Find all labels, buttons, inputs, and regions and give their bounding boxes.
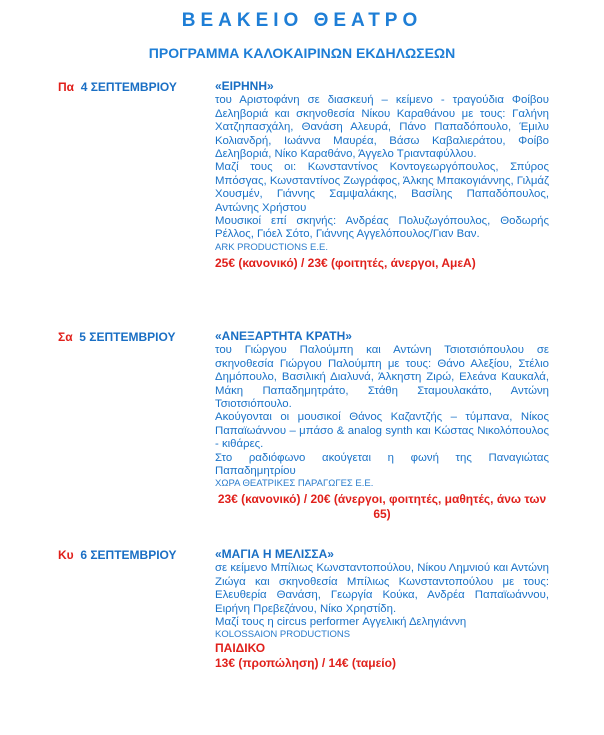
event-price: 23€ (κανονικό) / 20€ (άνεργοι, φοιτητές, μαθητές, άνω των 65): [217, 492, 547, 522]
event-day: Σα: [58, 330, 73, 344]
event-item: [0, 330, 604, 535]
event-category-tag: ΠΑΙΔΙΚΟ: [215, 641, 266, 656]
event-day: Κυ: [58, 548, 74, 562]
event-price: 13€ (προπώληση) / 14€ (ταμείο): [215, 656, 396, 671]
event-date-text: 5 ΣΕΠΤΕΜΒΡΙΟΥ: [79, 330, 176, 344]
event-title: «ΜΑΓΙΑ Η ΜΕΛΙΣΣΑ»: [215, 547, 334, 561]
event-price: 25€ (κανονικό) / 23€ (φοιτητές, άνεργοι, ΑμεΑ): [215, 255, 476, 270]
event-producer: KOLOSSAION PRODUCTIONS: [215, 629, 351, 641]
event-description: του Γιώργου Παλούμπη και Αντώνη Τσιοτσιόπουλου σε σκηνοθεσία Γιώργου Παλούμπη με τους: Θάνο Αλεξίου, Στέλιο Δημόπουλο, Βασιλική Διαλυνά, Άλκηστη Ζιρώ, Ελεάνα Καυκαλά, Μάκη Παπαδημητράτο, Στάθη Σταμουλακάτο, Αντώνη Τσιοτσιόπουλο.: [215, 344, 549, 411]
event-date-text: 6 ΣΕΠΤΕΜΒΡΙΟΥ: [80, 548, 177, 562]
event-item: [0, 548, 604, 708]
event-content: [215, 330, 549, 522]
event-musicians: Μουσικοί επί σκηνής: Ανδρέας Πολυζωγόπουλος, Θοδωρής Ρέλλος, Γιόελ Σότο, Γιάννης Αγγελόπουλος/Γιαν Βαν.: [215, 215, 549, 241]
event-day: Πα: [58, 80, 75, 94]
event-description: του Αριστοφάνη σε διασκευή – κείμενο - τραγούδια Φοίβου Δεληβοριά και σκηνοθεσία Νίκου Καραθάνου με τους: Γαλήνη Χατζηπασχάλη, Θανάση Αλευρά, Πάνο Παπαδόπουλο, Έμιλυ Κολιανδρή, Ιωάννα Μαυρέα, Βάσω Καβαλιεράτου, Φοίβο Δεληβοριά, Νίκο Καραθάνο, Άγγελο Τριανταφύλλου.: [215, 94, 549, 161]
event-date: [58, 548, 177, 562]
event-cast: Μαζί τους οι: Κωνσταντίνος Κοντογεωργόπουλος, Σπύρος Μπόσγας, Κωνσταντίνος Ζωγράφος, Άλκης Μπακογιάννης, Γιλμάζ Χουσμέν, Γιάννης Σαμψαλάκης, Βασίλης Παπαδόπουλος, Αντώνης Χρήστου: [215, 161, 549, 214]
event-title: «ΕΙΡΗΝΗ»: [215, 79, 274, 93]
event-musicians: Ακούγονται οι μουσικοί Θάνος Καζαντζής – τύμπανα, Νίκος Παπαϊωάννου – μπάσο & analog synth και Κώστας Νικολόπουλος - κιθάρες.: [215, 411, 549, 451]
event-date: [58, 80, 177, 94]
event-producer: ARK PRODUCTIONS Ε.Ε.: [215, 241, 328, 253]
event-date: [58, 330, 175, 344]
program-subtitle: ΠΡΟΓΡΑΜΜΑ ΚΑΛΟΚΑΙΡΙΝΩΝ ΕΚΔΗΛΩΣΕΩΝ: [148, 45, 456, 61]
event-guest: Μαζί τους η circus performer Αγγελική Δεληγιάννη: [215, 616, 467, 629]
event-content: [215, 548, 549, 671]
event-content: [215, 80, 549, 271]
event-radio-note: Στο ραδιόφωνο ακούγεται η φωνή της Παναγιώτας Παπαδημητρίου: [215, 451, 549, 478]
event-producer: ΧΩΡΑ ΘΕΑΤΡΙΚΕΣ ΠΑΡΑΓΩΓΕΣ Ε.Ε.: [215, 478, 374, 490]
event-description: σε κείμενο Μπίλιως Κωνσταντοπούλου, Νίκου Λημνιού και Αντώνη Ζιώγα και σκηνοθεσία Μπίλιως Κωνσταντοπούλου με τους: Ελευθερία Θανάση, Γεωργία Κούκα, Ανδρέα Παπαϊωάννου, Ειρήνη Πρεβεζάνου, Νίκο Χρηστίδη.: [215, 562, 549, 615]
theatre-title: ΒΕΑΚΕΙΟ ΘΕΑΤΡΟ: [181, 10, 423, 31]
event-date-text: 4 ΣΕΠΤΕΜΒΡΙΟΥ: [80, 80, 177, 94]
event-title: «ΑΝΕΞΑΡΤΗΤΑ ΚΡΑΤΗ»: [215, 329, 352, 343]
event-item: [0, 80, 604, 320]
